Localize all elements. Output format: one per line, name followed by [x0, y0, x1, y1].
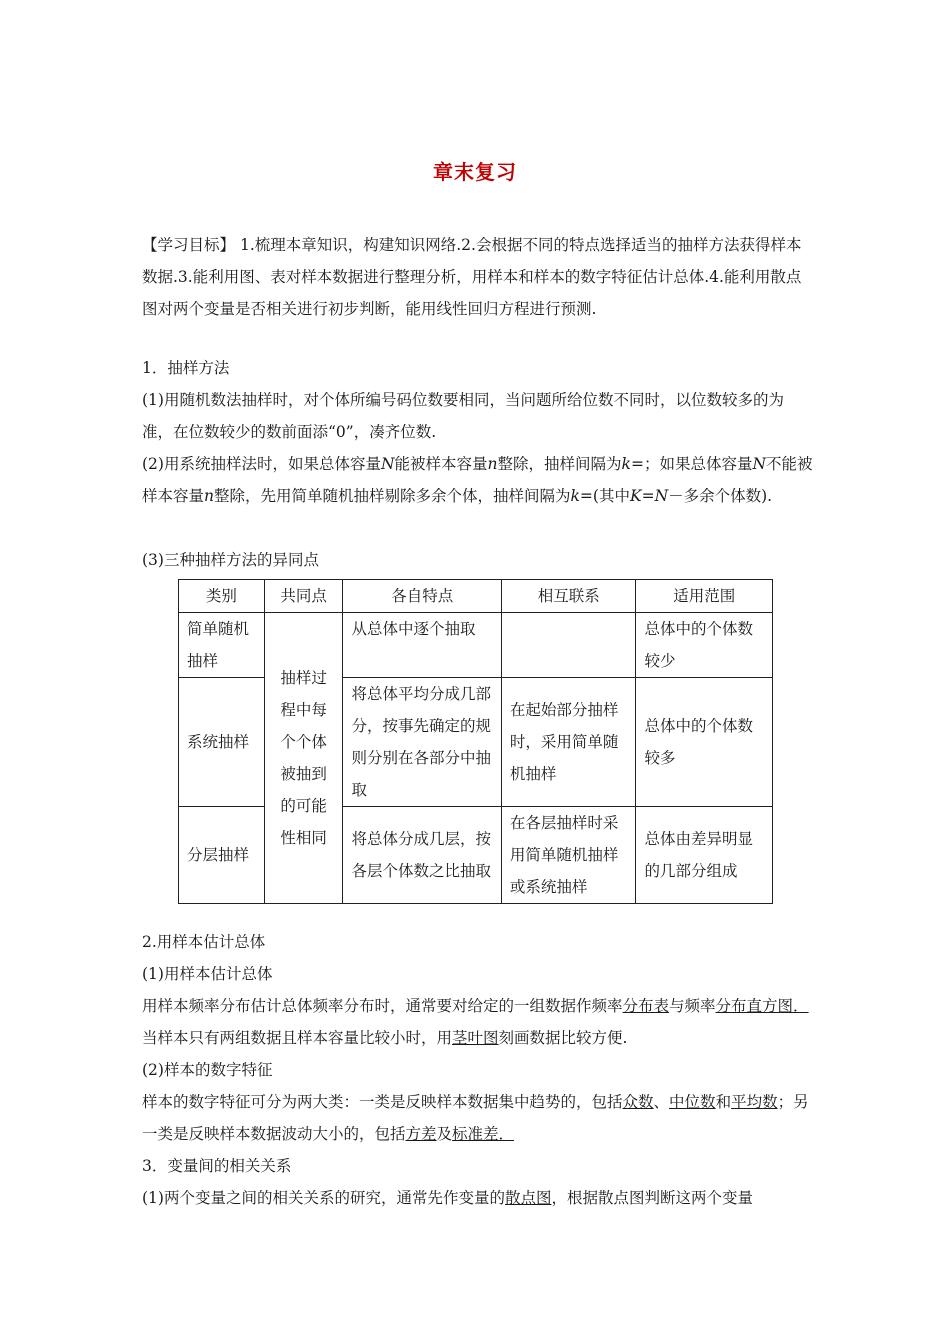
table-cell: 分层抽样	[179, 807, 265, 904]
table-header: 相互联系	[501, 580, 636, 613]
table-cell: 将总体分成几层，按各层个体数之比抽取	[343, 807, 501, 904]
table-header: 类别	[179, 580, 265, 613]
objectives-text: 1.梳理本章知识，构建知识网络.2.会根据不同的特点选择适当的抽样方法获得样本数据.3.能利用图、表对样本数据进行整理分析，用样本和样本的数字特征估计总体.4.能利用散点图对两个变量是否相关进行初步判断，能用线性回归方程进行预测.	[142, 236, 802, 318]
section-1-paragraph-2: (2)用系统抽样法时，如果总体容量N能被样本容量n整除，抽样间隔为k=；如果总体容量N不能被样本容量n整除，先用简单随机抽样剔除多余个体，抽样间隔为k=(其中K=N－多余个体数).	[142, 455, 813, 505]
table-cell: 总体中的个体数较少	[636, 613, 773, 678]
section-2-paragraph-2: 样本的数字特征可分为两大类：一类是反映样本数据集中趋势的，包括众数、中位数和平均数；另一类是反映样本数据波动大小的，包括方差及标准差．	[142, 1093, 809, 1143]
section-1-paragraph-1: (1)用随机数法抽样时，对个体所编号码位数要相同，当问题所给位数不同时，以位数较多的为准，在位数较少的数前面添“0”，凑齐位数.	[142, 391, 784, 441]
table-cell	[501, 613, 636, 678]
table-header-row	[179, 580, 773, 613]
table-cell: 系统抽样	[179, 678, 265, 807]
page-title: 章末复习	[433, 160, 517, 184]
section-1-heading: 1．抽样方法	[142, 359, 230, 377]
section-2-heading: 2.用样本估计总体	[142, 933, 266, 951]
section-3-paragraph-1: (1)两个变量之间的相关关系的研究，通常先作变量的散点图，根据散点图判断这两个变量	[142, 1189, 753, 1207]
table-cell: 总体由差异明显的几部分组成	[636, 807, 773, 904]
table-header: 适用范围	[636, 580, 773, 613]
section-1-paragraph-3: (3)三种抽样方法的异同点	[142, 551, 319, 569]
section-2-paragraph-1: 用样本频率分布估计总体频率分布时，通常要对给定的一组数据作频率分布表与频率分布直方图．当样本只有两组数据且样本容量比较小时，用茎叶图刻画数据比较方便.	[142, 997, 809, 1047]
sampling-methods-table	[178, 579, 773, 904]
table-cell: 将总体平均分成几部分，按事先确定的规则分别在各部分中抽取	[343, 678, 501, 807]
table-header: 共同点	[264, 580, 343, 613]
section-3-heading: 3．变量间的相关关系	[142, 1157, 292, 1175]
table-cell: 总体中的个体数较多	[636, 678, 773, 807]
learning-objectives	[142, 229, 814, 325]
table-cell: 在各层抽样时采用简单随机抽样或系统抽样	[501, 807, 636, 904]
objectives-tag: 【学习目标】	[142, 236, 236, 254]
section-2-subheading-2: (2)样本的数字特征	[142, 1061, 273, 1079]
section-2-subheading-1: (1)用样本估计总体	[142, 965, 273, 983]
table-row	[179, 613, 773, 678]
table-cell: 在起始部分抽样时，采用简单随机抽样	[501, 678, 636, 807]
table-cell: 从总体中逐个抽取	[343, 613, 501, 678]
table-cell: 简单随机抽样	[179, 613, 265, 678]
table-cell-common: 抽样过程中每个个体被抽到的可能性相同	[264, 613, 343, 904]
table-header: 各自特点	[343, 580, 501, 613]
